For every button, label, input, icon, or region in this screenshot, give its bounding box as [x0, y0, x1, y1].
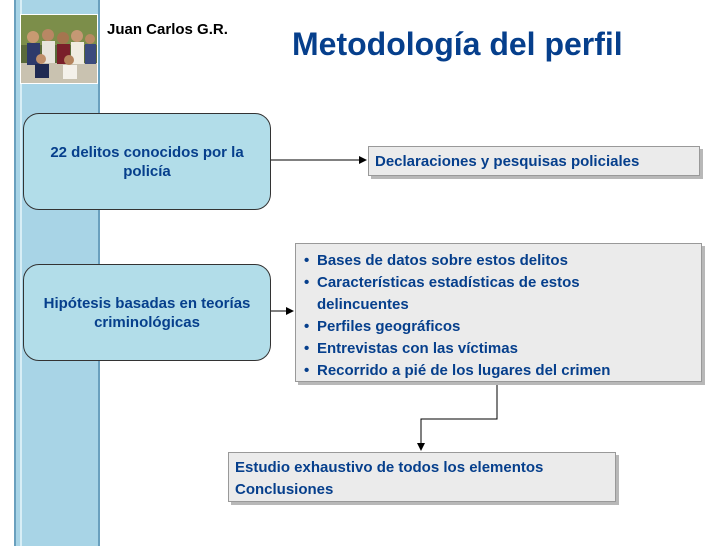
- bullet-icon: •: [304, 318, 310, 335]
- conclusion-line-1: Estudio exhaustivo de todos los elementos: [235, 459, 544, 476]
- list-item: • Perfiles geográficos: [300, 316, 697, 338]
- bullet-icon: •: [304, 340, 310, 357]
- bullet-icon: •: [304, 274, 310, 291]
- declarations-box-label: Declaraciones y pesquisas policiales: [375, 153, 640, 170]
- sources-list: [300, 250, 697, 382]
- list-item: • Entrevistas con las víctimas: [300, 338, 697, 360]
- list-item: • Características estadísticas de estos delincuentes: [304, 274, 580, 313]
- list-item: • Bases de datos sobre estos delitos: [300, 250, 697, 272]
- bullet-icon: •: [304, 362, 310, 379]
- sources-box: [295, 243, 702, 382]
- conclusion-line-2: Conclusiones: [235, 481, 334, 498]
- crimes-box-label: 22 delitos conocidos por la policía: [50, 143, 244, 180]
- arrow-sources-to-conclusion: [421, 382, 497, 450]
- declarations-box: [368, 146, 700, 176]
- list-item: • Recorrido a pié de los lugares del crimen: [300, 360, 697, 382]
- page-title: Metodología del perfil: [292, 26, 623, 62]
- author-name: Juan Carlos G.R.: [107, 21, 228, 38]
- conclusion-box: [228, 452, 616, 502]
- hypothesis-box-label: Hipótesis basadas en teorías criminológicas: [43, 294, 251, 331]
- bullet-icon: •: [304, 252, 310, 269]
